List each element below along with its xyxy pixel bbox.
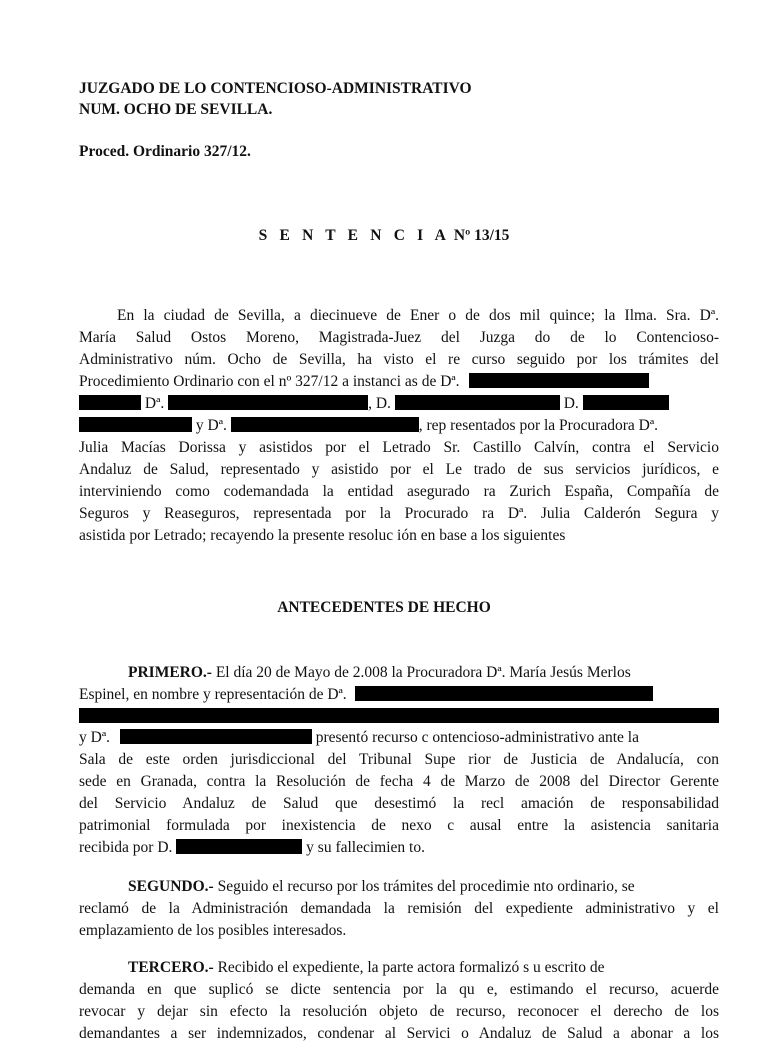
segundo-line bbox=[128, 876, 719, 897]
primero-line bbox=[79, 684, 719, 705]
primero-line: sede en Granada, contra la Resolución de fecha 4 de Marzo de 2008 del Director Gerente bbox=[79, 773, 719, 790]
intro-line: Administrativo núm. Ocho de Sevilla, ha visto el re curso seguido por los trámites del bbox=[79, 351, 719, 368]
primero-text: y Dª. bbox=[79, 729, 110, 746]
primero-line: del Servicio Andaluz de Salud que desestimó la recl amación de responsabilidad bbox=[79, 795, 719, 812]
procedure-number: Proced. Ordinario 327/12. bbox=[79, 143, 251, 160]
redaction-bar bbox=[168, 395, 368, 410]
primero-text: recibida por D. bbox=[79, 839, 173, 856]
intro-line: interviniendo como codemandada la entidad asegurado ra Zurich España, Compañía de bbox=[79, 483, 719, 500]
intro-line bbox=[79, 371, 719, 392]
redaction-bar bbox=[355, 686, 653, 701]
intro-line: Seguros y Reaseguros, representada por la Procurado ra Dª. Julia Calderón Segura y bbox=[79, 505, 719, 522]
paragraph-label: PRIMERO.- bbox=[128, 664, 212, 681]
paragraph-label: TERCERO.- bbox=[128, 959, 214, 976]
primero-line bbox=[79, 706, 719, 727]
tercero-text: Recibido el expediente, la parte actora formalizó s u escrito de bbox=[217, 959, 605, 976]
redaction-bar bbox=[79, 417, 192, 432]
intro-text: Procedimiento Ordinario con el nº 327/12 a instanci as de Dª. bbox=[79, 373, 460, 390]
court-name-line-1: JUZGADO DE LO CONTENCIOSO-ADMINISTRATIVO bbox=[79, 80, 472, 97]
intro-line: En la ciudad de Sevilla, a diecinueve de Ener o de dos mil quince; la Ilma. Sra. Dª. bbox=[117, 307, 719, 324]
redaction-bar bbox=[395, 395, 560, 410]
primero-line bbox=[79, 727, 719, 748]
section-heading: ANTECEDENTES DE HECHO bbox=[277, 599, 491, 616]
court-name-line-2: NUM. OCHO DE SEVILLA. bbox=[79, 101, 273, 118]
redaction-bar bbox=[79, 395, 141, 410]
primero-line: patrimonial formulada por inexistencia de nexo c ausal entre la asistencia sanitaria bbox=[79, 817, 719, 834]
segundo-text: Seguido el recurso por los trámites del procedimie nto ordinario, se bbox=[217, 878, 635, 895]
primero-line bbox=[128, 662, 719, 683]
intro-line bbox=[79, 393, 719, 414]
sentence-title bbox=[0, 227, 768, 245]
redaction-bar bbox=[79, 708, 719, 723]
intro-line: María Salud Ostos Moreno, Magistrada-Juez del Juzga do de lo Contencioso- bbox=[79, 329, 719, 346]
intro-line: asistida por Letrado; recayendo la presente resoluc ión en base a los siguientes bbox=[79, 527, 566, 544]
segundo-line: reclamó de la Administración demandada la remisión del expediente administrativo y el bbox=[79, 900, 719, 917]
primero-line: Sala de este orden jurisdiccional del Tribunal Supe rior de Justicia de Andalucía, con bbox=[79, 751, 719, 768]
intro-text: , D. bbox=[368, 395, 391, 412]
sentence-word: S E N T E N C I A bbox=[258, 227, 451, 244]
segundo-line: emplazamiento de los posibles interesados. bbox=[79, 922, 347, 939]
tercero-line: demandantes a ser indemnizados, condenar al Servici o Andaluz de Salud a abonar a los bbox=[79, 1025, 719, 1042]
sentence-number: Nº 13/15 bbox=[453, 227, 510, 244]
tercero-line: demanda en que suplicó se dicte sentencia por la qu e, estimando el recurso, acuerde bbox=[79, 981, 719, 998]
redaction-bar bbox=[120, 729, 312, 744]
intro-line: Andaluz de Salud, representado y asistido por el Le trado de sus servicios jurídicos, e bbox=[79, 461, 719, 478]
redaction-bar bbox=[583, 395, 669, 410]
primero-text: presentó recurso c ontencioso-administrativo ante la bbox=[315, 729, 639, 746]
intro-text: Dª. bbox=[144, 395, 165, 412]
court-header bbox=[79, 78, 472, 120]
redaction-bar bbox=[469, 373, 649, 388]
intro-text: y Dª. bbox=[195, 417, 227, 434]
paragraph-label: SEGUNDO.- bbox=[128, 878, 214, 895]
redaction-bar bbox=[231, 417, 419, 432]
tercero-line bbox=[128, 957, 719, 978]
intro-line: Julia Macías Dorissa y asistidos por el Letrado Sr. Castillo Calvín, contra el Servicio bbox=[79, 439, 719, 456]
primero-line bbox=[79, 837, 719, 858]
intro-text: , rep resentados por la Procuradora Dª. bbox=[418, 417, 659, 434]
tercero-line: revocar y dejar sin efecto la resolución objeto de recurso, reconocer el derecho de los bbox=[79, 1003, 719, 1020]
primero-text: y su fallecimien to. bbox=[306, 839, 425, 856]
intro-text: D. bbox=[563, 395, 579, 412]
redaction-bar bbox=[176, 839, 302, 854]
primero-text: Espinel, en nombre y representación de Dª. bbox=[79, 686, 347, 703]
intro-line bbox=[79, 415, 719, 436]
primero-text: El día 20 de Mayo de 2.008 la Procuradora Dª. María Jesús Merlos bbox=[215, 664, 631, 681]
